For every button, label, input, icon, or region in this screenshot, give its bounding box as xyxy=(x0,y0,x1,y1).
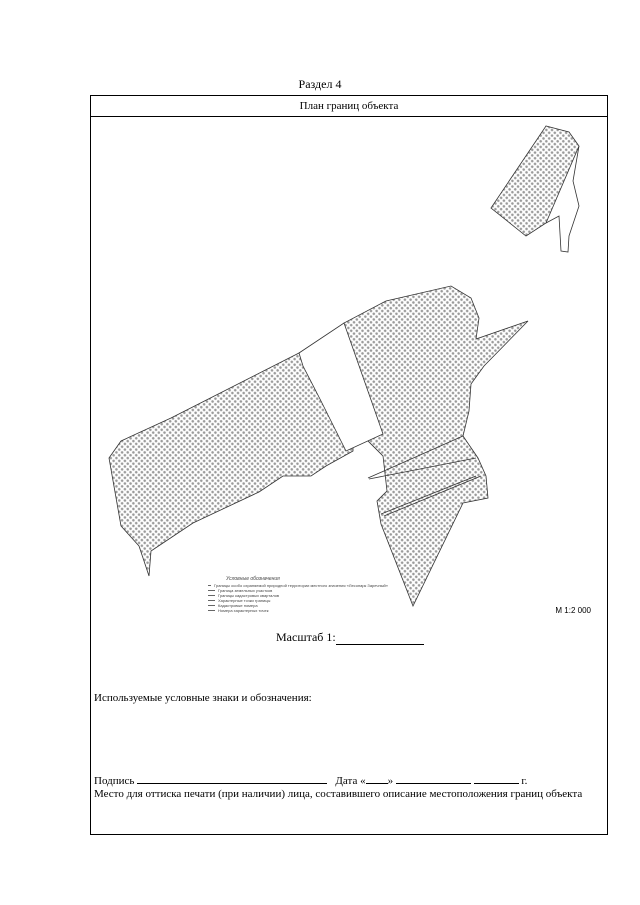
symbols-heading: Используемые условные знаки и обозначения: xyxy=(94,692,312,704)
legend-line-icon xyxy=(208,590,215,591)
section-label: Раздел 4 xyxy=(298,77,342,91)
scale-blank-field xyxy=(336,633,424,645)
signature-label: Подпись xyxy=(94,775,135,787)
date-year-blank xyxy=(474,773,519,784)
legend-item: Номера характерных точек xyxy=(208,608,388,613)
legend-point-icon xyxy=(208,610,215,611)
legend-line-icon xyxy=(208,605,215,606)
map-scale-label: М 1:2 000 xyxy=(555,606,591,615)
legend-item: Характерные точки границы xyxy=(208,598,388,603)
date-label: Дата « xyxy=(335,775,366,787)
plan-title: План границ объекта xyxy=(91,96,607,117)
parcel-northeast xyxy=(491,126,579,252)
parcel-main xyxy=(109,286,528,606)
legend-title: Условные обозначения xyxy=(226,576,280,582)
date-close: » xyxy=(387,775,394,787)
legend-line-icon xyxy=(208,585,211,586)
legend-item: Границы особо охраняемой природной территории местного значения «Лесопарк Заречный» xyxy=(208,583,388,588)
stamp-text: Место для оттиска печати (при наличии) лица, составившего описание местоположения границ объекта xyxy=(94,788,583,800)
date-month-blank xyxy=(396,773,471,784)
signature-blank-field xyxy=(137,773,327,784)
year-suffix: г. xyxy=(521,775,528,787)
scale-label: Масштаб 1: xyxy=(276,630,336,644)
legend-item: Граница земельных участков xyxy=(208,588,388,593)
signature-line xyxy=(94,773,527,787)
boundary-plan-map xyxy=(91,96,609,626)
legend-item: Границы кадастровых кварталов xyxy=(208,593,388,598)
legend-item: Кадастровые номера xyxy=(208,603,388,608)
legend-line-icon xyxy=(208,595,215,596)
plan-frame xyxy=(90,95,608,835)
date-day-blank xyxy=(366,773,388,784)
scale-line xyxy=(276,630,424,645)
legend-line-icon xyxy=(208,600,215,601)
map-legend xyxy=(208,577,388,613)
